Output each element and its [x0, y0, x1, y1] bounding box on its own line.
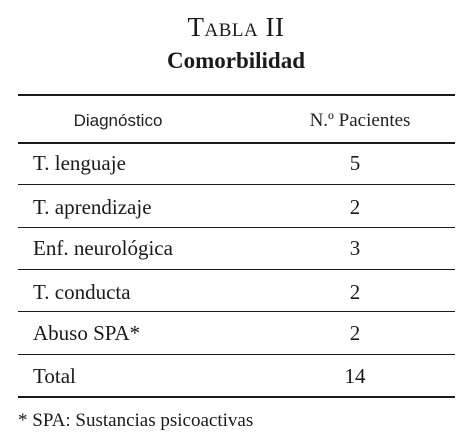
- row-divider: [18, 227, 455, 228]
- row-divider: [18, 354, 455, 355]
- header-patients: N.º Pacientes: [309, 110, 411, 131]
- row-divider: [18, 269, 455, 270]
- row-patients: 2: [349, 321, 361, 345]
- header-rule: [18, 142, 455, 144]
- table-title: Tabla II: [187, 12, 285, 42]
- top-rule: [18, 94, 455, 96]
- row-patients: 2: [349, 195, 361, 219]
- row-divider: [18, 311, 455, 312]
- bottom-rule: [18, 396, 455, 398]
- row-diagnosis: T. aprendizaje: [33, 195, 152, 219]
- row-diagnosis: Abuso SPA*: [33, 321, 141, 345]
- header-diagnosis: Diagnóstico: [73, 111, 163, 130]
- row-diagnosis: Enf. neurológica: [33, 236, 173, 260]
- total-patients: 14: [344, 364, 366, 388]
- row-diagnosis: T. lenguaje: [33, 151, 126, 175]
- total-label: Total: [33, 364, 76, 388]
- footnote: * SPA: Sustancias psicoactivas: [18, 410, 254, 431]
- row-diagnosis: T. conducta: [33, 280, 131, 304]
- table-subtitle: Comorbilidad: [166, 48, 306, 73]
- row-patients: 3: [349, 236, 361, 260]
- row-divider: [18, 184, 455, 185]
- row-patients: 5: [349, 151, 361, 175]
- row-patients: 2: [349, 280, 361, 304]
